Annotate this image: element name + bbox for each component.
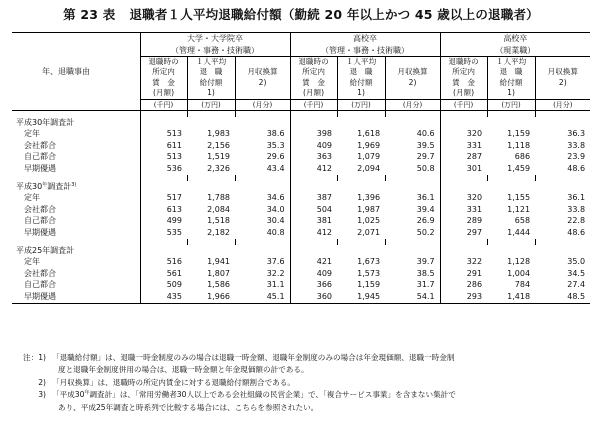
value-cell: 613 [140, 204, 187, 216]
value-cell: 1,673 [357, 257, 381, 267]
value-cell: 1,118 [507, 140, 531, 150]
value-cell: 516 [140, 256, 187, 268]
value-cell: 293 [440, 291, 487, 303]
value-cell: 1,945 [337, 291, 385, 303]
value-cell: 1,459 [507, 164, 531, 173]
value-cell: 48.6 [567, 164, 586, 173]
value-cell: 331 [440, 204, 487, 216]
unit-benefit: (万円) [487, 99, 535, 110]
note-1 [12, 352, 592, 364]
col-salary-header-3: 退職時の 所定内 賃 金 (月額) [440, 57, 487, 100]
value-cell: 398 [290, 128, 337, 140]
row-label: 自己都合 [24, 152, 56, 162]
value-cell: 1,519 [207, 152, 230, 162]
value-cell: 39.4 [416, 204, 435, 214]
value-cell: 1,969 [357, 140, 381, 150]
value-cell: 2,156 [207, 140, 230, 150]
row-label: 定年 [24, 257, 40, 267]
row-label: 早期優遇 [12, 291, 140, 303]
value-cell: 40.6 [416, 129, 435, 139]
value-cell: 31.1 [266, 280, 285, 290]
value-cell: 45.1 [235, 291, 290, 303]
value-cell: 22.8 [567, 216, 586, 226]
group-header-highschool-office: 高校卒 （管理・事務・技術職） [290, 33, 440, 57]
value-cell: 1,396 [357, 193, 381, 203]
row-label: 会社都合 [24, 140, 56, 150]
value-cell: 686 [514, 152, 531, 162]
value-cell: 297 [440, 227, 487, 239]
unit-months: (月分) [235, 99, 290, 110]
value-cell: 1,586 [207, 280, 230, 290]
value-cell: 39.5 [416, 140, 435, 150]
table-row [12, 204, 590, 216]
value-cell: 38.6 [266, 129, 285, 139]
value-cell: 1,004 [507, 268, 531, 278]
row-label: 早期優遇 [24, 227, 56, 237]
value-cell: 2,071 [357, 227, 381, 237]
col-months-header-1: 月収換算 2) [235, 57, 290, 100]
unit-salary: (千円) [440, 99, 487, 110]
group-header-highschool-field: 高校卒 （現業職） [440, 33, 590, 57]
value-cell: 37.6 [266, 257, 285, 267]
note-2 [12, 377, 592, 389]
value-cell: 320 [440, 128, 487, 140]
row-label: 会社都合 [24, 268, 56, 278]
col-benefit-header-2: １人平均 退 職 給付額 1) [337, 57, 385, 100]
group-header-university: 大学・大学院卒 （管理・事務・技術職） [140, 33, 290, 57]
value-cell: 35.0 [567, 257, 586, 267]
retirement-benefit-table [12, 32, 590, 304]
value-cell: 1,155 [507, 193, 531, 203]
row-label-header: 年、退職事由 [12, 33, 140, 111]
value-cell: 286 [440, 279, 487, 291]
value-cell: 1,121 [507, 204, 531, 214]
note-text-pre: 「平成30 [52, 390, 85, 400]
row-label: 早期優遇 [24, 164, 56, 173]
note-number: 注：1) [23, 353, 46, 362]
value-cell: 34.5 [567, 268, 586, 278]
value-cell: 36.1 [416, 193, 435, 203]
value-cell: 26.9 [416, 216, 435, 226]
value-cell: 1,573 [357, 268, 381, 278]
table-row [12, 256, 590, 268]
unit-salary: (千円) [140, 99, 187, 110]
value-cell: 499 [140, 215, 187, 227]
value-cell: 38.5 [416, 268, 435, 278]
value-cell: 1,983 [207, 129, 230, 139]
value-cell: 412 [290, 163, 337, 175]
note-text: あり、平成25年調査と時系列で比較する場合には、こちらを参照されたい。 [58, 402, 319, 412]
value-cell: 32.2 [266, 268, 285, 278]
value-cell: 36.1 [567, 193, 586, 203]
value-cell: 50.8 [416, 164, 435, 173]
note-text-sup: 年 [84, 390, 90, 397]
value-cell: 33.8 [567, 204, 586, 214]
note-1-cont [12, 364, 592, 376]
value-cell: 412 [290, 227, 337, 239]
value-cell: 366 [290, 279, 337, 291]
table-row [12, 268, 590, 280]
section-row [12, 245, 590, 257]
value-cell: 29.6 [266, 152, 285, 162]
value-cell: 54.1 [385, 291, 440, 303]
value-cell: 36.3 [567, 129, 586, 139]
value-cell: 784 [514, 280, 531, 290]
value-cell: 2,182 [207, 227, 230, 237]
value-cell: 289 [440, 215, 487, 227]
value-cell: 409 [290, 140, 337, 152]
value-cell: 30.4 [266, 216, 285, 226]
value-cell: 1,518 [207, 216, 230, 226]
value-cell: 29.7 [416, 152, 435, 162]
value-cell: 536 [140, 163, 187, 175]
note-text: 度と退職年金制度併用の場合は、退職一時金額と年金現価額の計である。 [58, 365, 309, 375]
value-cell: 331 [440, 140, 487, 152]
row-label: 定年 [24, 193, 40, 203]
value-cell: 322 [440, 256, 487, 268]
value-cell: 48.6 [567, 227, 586, 237]
value-cell: 287 [440, 151, 487, 163]
value-cell: 320 [440, 192, 487, 204]
section-label: 平成$30^年$調査計$^{3)}$ [16, 181, 77, 191]
value-cell: 2,094 [357, 164, 381, 173]
value-cell: 387 [290, 192, 337, 204]
table-number: 第 23 表 [63, 7, 116, 22]
note-text: 「退職給付額」は、退職一時金制度のみの場合は退職一時金額、退職年金制度のみの場合は年金現価額、退職一時金制 [52, 353, 455, 362]
value-cell: 561 [140, 268, 187, 280]
value-cell: 23.9 [567, 152, 586, 162]
section-label: 平成25年調査計 [16, 245, 75, 255]
table-row [12, 192, 590, 204]
table-row [12, 215, 590, 227]
value-cell: 34.0 [266, 204, 285, 214]
col-benefit-header-3: １人平均 退 職 給付額 1) [487, 57, 535, 100]
value-cell: 381 [290, 215, 337, 227]
value-cell: 1,128 [507, 257, 531, 267]
value-cell: 39.7 [416, 257, 435, 267]
value-cell: 611 [140, 140, 187, 152]
section-row [12, 181, 590, 193]
table-row [12, 227, 590, 239]
col-benefit-header-1: １人平均 退 職 給付額 1) [187, 57, 235, 100]
table-row [12, 151, 590, 163]
value-cell: 421 [290, 256, 337, 268]
value-cell: 40.8 [266, 227, 285, 237]
value-cell: 31.7 [416, 280, 435, 290]
value-cell: 1,418 [487, 291, 535, 303]
unit-benefit: (万円) [187, 99, 235, 110]
value-cell: 35.3 [266, 140, 285, 150]
value-cell: 435 [140, 291, 187, 303]
value-cell: 658 [514, 216, 531, 226]
unit-months: (月分) [385, 99, 440, 110]
col-months-header-2: 月収換算 2) [385, 57, 440, 100]
value-cell: 1,966 [187, 291, 235, 303]
table-row [12, 279, 590, 291]
value-cell: 1,079 [357, 152, 381, 162]
value-cell: 1,807 [207, 268, 230, 278]
note-number: 3) [38, 390, 46, 400]
section-row [12, 117, 590, 129]
value-cell: 33.8 [567, 140, 586, 150]
value-cell: 409 [290, 268, 337, 280]
note-3 [12, 389, 592, 401]
value-cell: 2,326 [207, 164, 230, 173]
row-label: 自己都合 [24, 216, 56, 226]
value-cell: 1,025 [357, 216, 381, 226]
table-caption: 退職者１人平均退職給付額（勤続 20 年以上かつ 45 歳以上の退職者） [129, 7, 539, 22]
value-cell: 291 [440, 268, 487, 280]
value-cell: 535 [140, 227, 187, 239]
note-text-post: 調査計」は、「常用労働者30人以上である会社組織の民営企業」で、「複合サービス事業」を含まない集計で [89, 390, 456, 400]
value-cell: 50.2 [416, 227, 435, 237]
value-cell: 1,941 [207, 257, 230, 267]
value-cell: 1,788 [207, 193, 230, 203]
unit-months: (月分) [535, 99, 590, 110]
row-label: 自己都合 [24, 280, 56, 290]
note-3-cont [12, 402, 592, 414]
value-cell: 27.4 [567, 280, 586, 290]
value-cell: 363 [290, 151, 337, 163]
note-text: 「月収換算」は、退職時の所定内賃金に対する退職給付額割合である。 [52, 377, 295, 387]
col-salary-header-1: 退職時の 所定内 賃 金 (月額) [140, 57, 187, 100]
row-label: 定年 [24, 129, 40, 139]
table-row [12, 128, 590, 140]
value-cell: 34.6 [266, 193, 285, 203]
value-cell: 1,444 [507, 227, 531, 237]
value-cell: 43.4 [266, 164, 285, 173]
table-row [12, 163, 590, 175]
value-cell: 2,084 [207, 204, 230, 214]
value-cell: 517 [140, 192, 187, 204]
value-cell: 48.5 [535, 291, 590, 303]
table-row [12, 140, 590, 152]
table-title [0, 5, 602, 23]
value-cell: 360 [290, 291, 337, 303]
value-cell: 504 [290, 204, 337, 216]
row-label: 会社都合 [24, 204, 56, 214]
value-cell: 301 [440, 163, 487, 175]
value-cell: 1,159 [507, 129, 531, 139]
note-number: 2) [38, 377, 46, 387]
col-months-header-3: 月収換算 2) [535, 57, 590, 100]
table-body [12, 110, 590, 303]
unit-benefit: (万円) [337, 99, 385, 110]
value-cell: 513 [140, 151, 187, 163]
section-label: 平成30年調査計 [16, 117, 75, 127]
value-cell: 513 [140, 128, 187, 140]
group-header-row [12, 33, 590, 57]
value-cell: 1,987 [357, 204, 381, 214]
col-salary-header-2: 退職時の 所定内 賃 金 (月額) [290, 57, 337, 100]
unit-salary: (千円) [290, 99, 337, 110]
notes [12, 352, 592, 414]
value-cell: 1,618 [357, 129, 381, 139]
value-cell: 1,159 [357, 280, 381, 290]
table-row [12, 291, 590, 303]
value-cell: 509 [140, 279, 187, 291]
